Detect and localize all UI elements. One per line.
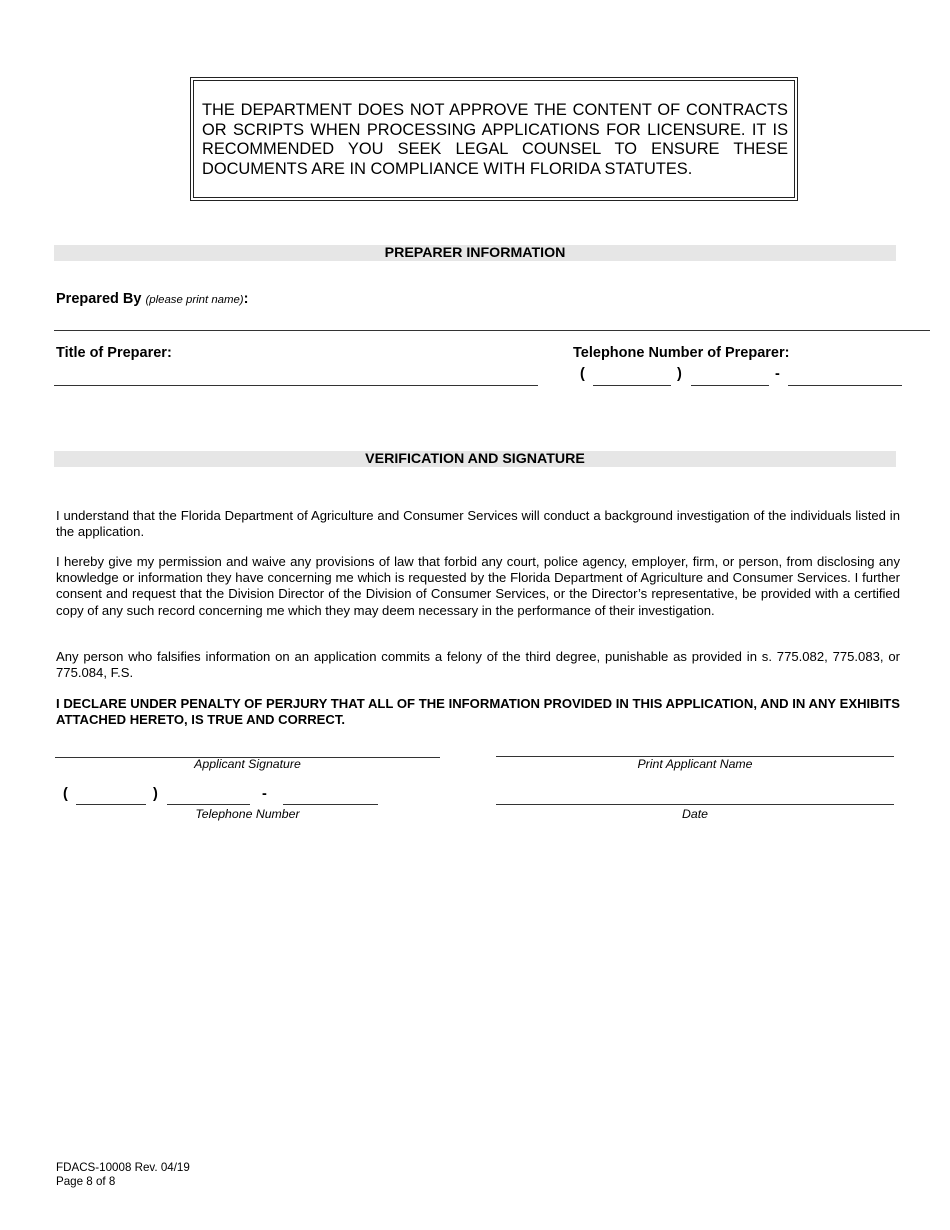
prepared-by-label-text: Prepared By [56,291,142,307]
preparer-phone-area-code-line[interactable] [593,385,671,386]
permission-waiver-paragraph: I hereby give my permission and waive any provisions of law that forbid any court, police agency, employer, firm, or person, from disclosing any knowledge or information they have concerning me which is requested by the Florida Department of Agriculture and Consumer Services. I further consent and request that the Division Director of the Division of Consumer Services, or the Director’s representative, be provided with a certified copy of any such record concerning me which they may deem necessary in the performance of their investigation. [56,554,900,618]
applicant-phone-area-code-line[interactable] [76,804,146,805]
preparer-phone-line-number-line[interactable] [788,385,902,386]
telephone-number-caption: Telephone Number [195,807,300,821]
verification-signature-heading: VERIFICATION AND SIGNATURE [54,451,896,467]
prepared-by-colon: : [243,291,249,307]
page-footer [56,1161,190,1189]
notice-text: THE DEPARTMENT DOES NOT APPROVE THE CONTENT OF CONTRACTS OR SCRIPTS WHEN PROCESSING APPLICATIONS FOR LICENSURE. IT IS RECOMMENDED YOU SEEK LEGAL COUNSEL TO ENSURE THESE DOCUMENTS ARE IN COMPLIANCE WITH FLORIDA STATUTES. [202,101,788,178]
title-of-preparer-label: Title of Preparer: [56,345,172,361]
date-caption: Date [682,807,708,821]
falsification-warning-paragraph: Any person who falsifies information on an application commits a felony of the third degree, punishable as provided in s. 775.082, 775.083, or 775.084, F.S. [56,649,900,681]
perjury-declaration: I DECLARE UNDER PENALTY OF PERJURY THAT ALL OF THE INFORMATION PROVIDED IN THIS APPLICATION, AND IN ANY EXHIBITS ATTACHED HERETO, IS TRUE AND CORRECT. [56,696,900,728]
preparer-information-heading: PREPARER INFORMATION [54,245,896,261]
preparer-phone-label: Telephone Number of Preparer: [573,345,790,361]
prepared-by-label [56,291,248,307]
background-investigation-paragraph: I understand that the Florida Department of Agriculture and Consumer Services will conduct a background investigation of the individuals listed in the application. [56,508,900,540]
form-number: FDACS-10008 Rev. 04/19 [56,1161,190,1174]
applicant-signature-caption: Applicant Signature [194,757,301,771]
prepared-by-input-line[interactable] [54,330,930,331]
page-number: Page 8 of 8 [56,1175,116,1188]
applicant-phone-open-paren: ( [63,786,68,802]
applicant-phone-prefix-line[interactable] [167,804,250,805]
notice-inner-border [193,80,795,198]
applicant-phone-dash: - [262,786,267,802]
preparer-phone-prefix-line[interactable] [691,385,769,386]
prepared-by-hint: (please print name) [145,294,244,306]
preparer-phone-close-paren: ) [677,366,682,382]
print-applicant-name-caption: Print Applicant Name [637,757,753,771]
title-of-preparer-input-line[interactable] [54,385,538,386]
notice-box [190,77,798,201]
preparer-phone-open-paren: ( [580,366,585,382]
preparer-phone-dash: - [775,366,780,382]
applicant-phone-close-paren: ) [153,786,158,802]
applicant-phone-line-number-line[interactable] [283,804,378,805]
date-line[interactable] [496,804,894,805]
